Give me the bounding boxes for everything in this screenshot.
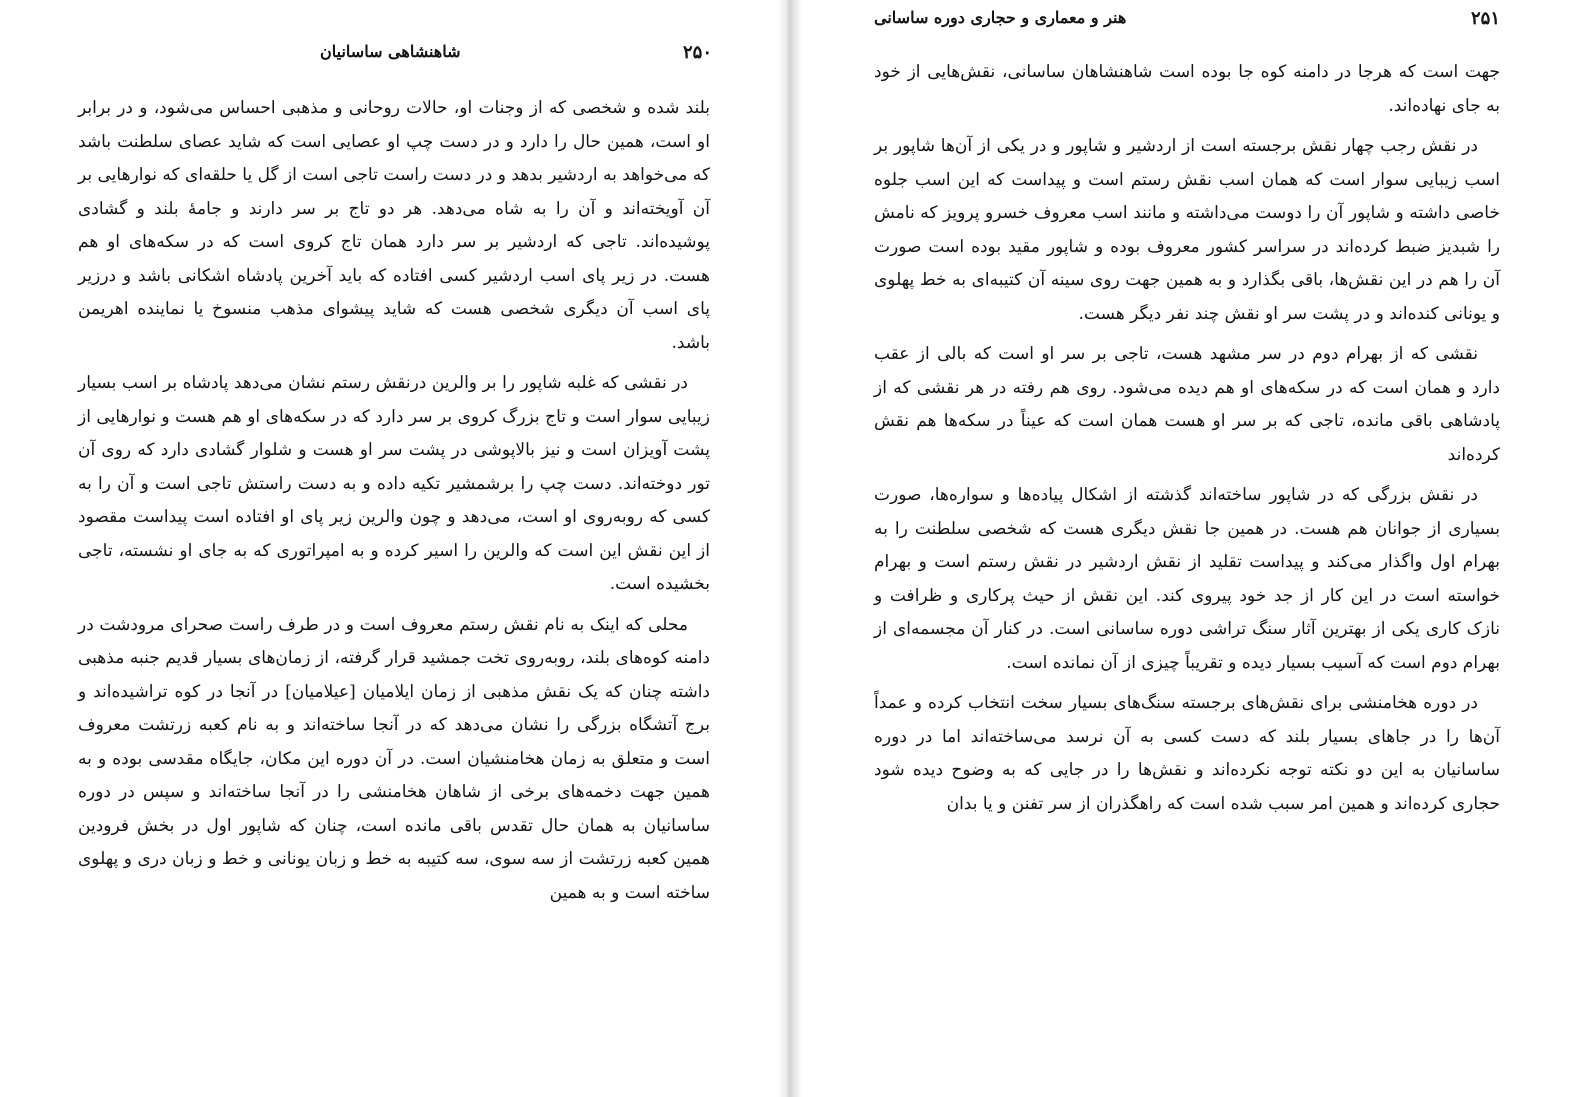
- left-page-header: [320, 42, 712, 78]
- left-page: [0, 0, 790, 1097]
- page-number: ۲۵۰: [682, 42, 712, 63]
- book-gutter: [778, 0, 802, 1097]
- paragraph: محلی که اینک به نام نقش رستم معروف است و در طرف راست صحرای مرودشت در دامنه کوه‌های بلند، روبه‌روی تخت جمشید قرار گرفته، از زمان‌های بسیار قدیم جنبه مذهبی داشته چنان که یک نقش مذهبی از زمان ایلامیان [عیلامیان] در آنجا در کوه تراشیده‌اند و برج آتشگاه بزرگی را نشان می‌دهد که در آنجا ساخته‌اند و به نام کعبه زرتشت معروف است و متعلق به زمان هخامنشیان است. در آن دوره این مکان، جایگاه مقدسی بوده و به همین جهت دخمه‌های برخی از شاهان هخامنشی را در آنجا ساخته‌اند و سپس در دوره ساسانیان به همان حال تقدس باقی مانده است، چنان که شاپور اول در بخش فرودین همین کعبه زرتشت از سه سوی، سه کتیبه به خط و زبان یونانی و خط و زبان دری و پهلوی ساخته است و به همین: [78, 614, 710, 903]
- paragraph: بلند شده و شخصی که از وجنات او، حالات روحانی و مذهبی احساس می‌شود، و در برابر او است، همین حال را دارد و در دست چپ او عصایی است که شاید عصای سلطنت باشد که می‌خواهد به اردشیر بدهد و در دست راست تاجی است از گل یا حلقه‌ای که نوارهایی بر آن آویخته‌اند و آن را به شاه می‌دهد. هر دو تاج بر سر دارند و جامهٔ بلند و گشادی پوشیده‌اند. تاجی که اردشیر بر سر دارد همان تاج کروی است که در سکه‌های او هم هست. در زیر پای اسب اردشیر کسی افتاده که باید آخرین پادشاه اشکانی باشد و درزیر پای اسب آن دیگری شخصی هست که شاید پیشوای مذهب منسوخ یا نماینده اهریمن باشد.: [77, 98, 710, 353]
- running-title: هنر و معماری و حجاری دوره ساسانی: [874, 8, 1127, 27]
- right-page-body: [874, 56, 1500, 828]
- paragraph: در نقش رجب چهار نقش برجسته است از اردشیر و شاپور و در یکی از آن‌ها شاپور بر اسب زیبایی سوار است که همان اسب نقش رستم است و پیداست که این اسب جلوه خاصی داشته و شاپور آن را دوست می‌داشته و مانند اسب معروف خسرو پرویز که نامش را شبدیز ضبط کرده‌اند در سراسر کشور معروف بوده و شاپور مقید بوده است صورت آن را هم در این نقش‌ها، باقی بگذارد و به همین جهت روی سینه آن کتیبه‌ای به خط پهلوی و یونانی کنده‌اند و در پشت سر او نقش چند نفر دیگر هست.: [874, 136, 1500, 324]
- paragraph: جهت است که هرجا در دامنه کوه جا بوده است شاهنشاهان ساسانی، نقش‌هایی از خود به جای نهاده‌اند.: [874, 62, 1500, 116]
- right-page: [802, 0, 1589, 1097]
- paragraph: نقشی که از بهرام دوم در سر مشهد هست، تاجی بر سر او است که بالی از عقب دارد و همان است که در سکه‌های او هم دیده می‌شود. روی هم رفته در هر نقشی که از پادشاهی باقی مانده، تاجی که بر سر او هست همان است که عیناً در سکه‌ها هم نقش کرده‌اند: [874, 344, 1500, 465]
- running-title: شاهنشاهی ساسانیان: [320, 42, 461, 61]
- page-number: ۲۵۱: [1470, 8, 1500, 29]
- left-page-body: [78, 92, 710, 917]
- paragraph: در نقش بزرگی که در شاپور ساخته‌اند گذشته از اشکال پیاده‌ها و سواره‌ها، صورت بسیاری از جوانان هم هست. در همین جا نقش دیگری هست که شخصی سلطنت را به بهرام اول واگذار می‌کند و پیداست تقلید از نقش اردشیر در نقش رستم است و بهرام خواسته است در این کار از جد خود پیروی کند. این نقش از حیث پرکاری و ظرافت و نازک کاری یکی از بهترین آثار سنگ تراشی دوره ساسانی است. در کنار آن مجسمه‌ای از بهرام دوم است که آسیب بسیار دیده و تقریباً چیزی از آن نمانده است.: [874, 485, 1500, 673]
- paragraph: در نقشی که غلبه شاپور را بر والرین درنقش رستم نشان می‌دهد پادشاه بر اسب بسیار زیبایی سوار است و تاج بزرگ کروی بر سر دارد که در سکه‌های او هم هست و نوارهایی از پشت آویزان است و نیز بالاپوشی در پشت سر او هست و شلوار گشادی دارد که روی آن تور دوخته‌اند. دست چپ را برشمشیر تکیه داده و به دست راستش تاجی است و آن را به کسی که روبه‌روی او است، می‌دهد و چون والرین زیر پای او افتاده است پیداست مقصود از این نقش این است که والرین را اسیر کرده و به امپراتوری که به جای او نشسته، تاجی بخشیده است.: [78, 373, 710, 594]
- right-page-header: [874, 8, 1500, 44]
- paragraph: در دوره هخامنشی برای نقش‌های برجسته سنگ‌های بسیار سخت انتخاب کرده و عمداً آن‌ها را در جاهای بسیار بلند که دست کسی به آن نرسد می‌ساخته‌اند اما در دوره ساسانیان به این دو نکته توجه نکرده‌اند و نقش‌ها را در جایی که به وضوح دیده شود حجاری کرده‌اند و همین امر سبب شده است که راهگذران از سر تفنن و یا بدان: [874, 693, 1500, 814]
